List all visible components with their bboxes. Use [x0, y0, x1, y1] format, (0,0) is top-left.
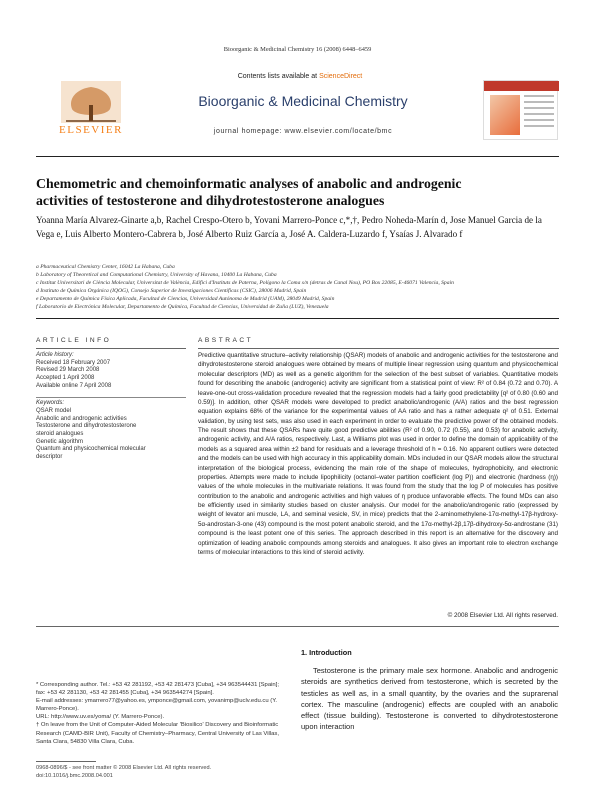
keyword: Quantum and physicochemical molecular — [36, 446, 146, 453]
affiliation: a Pharmaceutical Chemistry Center, 16042 La Habana, Cuba — [36, 264, 175, 270]
abstract-end-rule — [36, 626, 559, 627]
article-title: Chemometric and chemoinformatic analyses of anabolic and androgenic activities of testosterone and dihydrotestosterone analogues — [36, 176, 462, 208]
doi-line[interactable]: doi:10.1016/j.bmc.2008.04.001 — [36, 773, 113, 779]
journal-title: Bioorganic & Medicinal Chemistry — [198, 93, 408, 109]
elsevier-tree-icon — [36, 79, 146, 125]
header-rule — [36, 318, 559, 319]
keywords-divider — [36, 397, 186, 398]
abstract-body: Predictive quantitative structure–activity relationship (QSAR) models of anabolic and androgenic activities for the testosterone and dihydrotestosterone steroid analogues were obtained by means of multiple linear regression using quantum and physicochemical molecular descriptors (MD) as well as a genetic algorithm for the selection of the best subset of variables. Quantitative models found for describing the anabolic (androgenic) activity are significant from a statistical point of view: R² of 0.84 (0.72 and 0.70). A leave-one-out cross-validation procedure revealed that the regression models had a fairly good predictability [q² of 0.80 (0.60 and 0.59)]. In addition, other QSAR models were developed to predict anabolic/androgenic (A/A) ratios and the best regression equation explains 68% of the variance for the experimental values of AA ratio and has a rather adequate q² of 0.51. External validation, by using test sets, was also used in each experiment in order to evaluate the predictive power of the obtained models. The result shows that these QSARs have quite good predictive abilities (R² of 0.90, 0.72 (0.55), and 0.53) for anabolic activity, androgenic activity, and A/A ratios, respectively. Last, a Williams plot was used in order to define the domain of applicability of the models as a squared area within ±2 band for residuals and a leverage threshold of h = 0.16. No apparent outliers were detected and the models can be used with high accuracy in this applicability domain. MDs included in our QSAR models allow the structural interpretation of the biological process, evidencing the main role of the shape of molecules, hydrophobicity, and electronic properties. Attempts were made to include lipophilicity (octanol–water partition coefficient (log P)) and electronic (hardness (η)) values of the whole molecules in the multivariate relations. It was found from the study that the log P of molecules has positive contribution to the anabolic and androgenic activities and high values of η produce unfavorable effects. The found MDs can also be efficiently used in similarity studies based on cluster analysis. Our model for the anabolic/androgenic ratio (expressed by weight of levator ani muscle, LA, and seminal vesicle, SV, in mice) predicts that the 2-aminomethylene-17α-methyl-17β-hydroxy-5α-androstan-3-one (43) compound is the most potent anabolic steroid, and the 17α-methyl-2β,17β-dihydroxy-5α-androstane (31) compound is the least potent one of this series. The approach described in this report is an alternative for the discovery and optimization of leading anabolic compounds among steroids and analogues. It also gives an important role to electron exchange terms of molecular interactions to this kind of steroid activity. — [198, 352, 558, 556]
journal-homepage[interactable]: journal homepage: www.elsevier.com/locate/bmc — [213, 128, 393, 135]
cover-banner — [484, 81, 559, 91]
cover-image — [490, 95, 520, 135]
masthead-rule — [36, 156, 559, 157]
keyword: Testosterone and dihydrotestosterone — [36, 423, 137, 430]
affiliation: b Laboratory of Theoretical and Computational Chemistry, University of Havana, 10400 La Habana, Cuba — [36, 272, 277, 279]
footnotes — [36, 681, 281, 746]
sciencedirect-link[interactable]: ScienceDirect — [319, 73, 363, 80]
footnote-leave: † On leave from the Unit of Computer-Aided Molecular 'Biosilico' Discovery and Bioinformatic Research (CAMD-BIR Unit), Faculty of Chemistry–Pharmacy, Central University of Las Villas, Santa Clara, 54830 Villa Clara, Cuba. — [36, 722, 280, 745]
history-item: Received 18 February 2007 — [36, 359, 111, 366]
introduction-heading: 1. Introduction — [301, 648, 352, 657]
keyword: Genetic algorithm — [36, 438, 84, 445]
abstract-rule — [198, 348, 559, 349]
introduction-body: Testosterone is the primary male sex hormone. Anabolic and androgenic steroids are synthetics derived from testosterone, which is secreted by the testicles as well as, in a small quantity, by the ovaries and the suprarenal cortex. The masculine (androgenic) effects are coupled with an anabolic effect (tissue building). Testosterone is converted to dihydrotestosterone upon interaction — [301, 666, 558, 732]
history-item: Accepted 1 April 2008 — [36, 375, 95, 382]
contents-prefix: Contents lists available at — [237, 73, 320, 80]
article-info-heading: ARTICLE INFO — [36, 337, 112, 344]
affiliation: f Laboratorio de Electrónica Molecular, Departamento de Química, Facultad de Ciencias, Universidad de Zulia (LUZ), Venezuela — [36, 304, 329, 311]
keywords-label: Keywords: — [36, 400, 65, 407]
copyright-notice: © 2008 Elsevier Ltd. All rights reserved. — [447, 612, 558, 619]
affiliation: c Institut Universitari de Ciència Molecular, Universitat de València, Edifici d'Instituts de Paterna, Polígono la Coma s/n (detras de Canal Nou), PO Box 22085, E-46071 Valencia, Spain — [36, 280, 454, 287]
keyword: Anabolic and androgenic activities — [36, 415, 127, 422]
running-head: Bioorganic & Medicinal Chemistry 16 (2008) 6448–6459 — [223, 46, 372, 53]
keyword: QSAR model — [36, 407, 72, 414]
article-info — [36, 352, 186, 462]
issn-line: 0968-0896/$ - see front matter © 2008 Elsevier Ltd. All rights reserved. — [36, 765, 212, 771]
issn-rule — [36, 761, 96, 762]
journal-cover-thumbnail — [483, 80, 558, 140]
issn-doi — [36, 764, 281, 780]
keyword: steroid analogues — [36, 430, 84, 437]
keyword: descriptor — [36, 454, 63, 461]
footnote-url[interactable]: URL: http://www.uv.es/yoma/ (Y. Marrero-Ponce). — [36, 714, 165, 721]
history-item: Revised 29 March 2008 — [36, 367, 100, 374]
history-label: Article history: — [36, 352, 74, 358]
footnote-email[interactable]: E-mail addresses: ymarrero77@yahoo.es, ymponce@gmail.com, yovanimp@uclv.edu.cu (Y. Marrero-Ponce). — [36, 698, 278, 713]
article-info-rule — [36, 348, 186, 349]
affiliation: e Departamento de Química Física Aplicada, Facultad de Ciencias, Universidad Autónoma de Madrid (UAM), 28049 Madrid, Spain — [36, 296, 335, 303]
footnote-corresponding-author: * Corresponding author. Tel.: +53 42 281192, +53 42 281473 [Cuba], +34 963544431 [Spain]; fax: +53 42 281130, +53 42 281455 [Cuba], +34 963544274 [Spain]. — [36, 682, 279, 697]
contents-line — [180, 73, 420, 80]
history-item: Available online 7 April 2008 — [36, 382, 112, 389]
abstract-heading: ABSTRACT — [198, 337, 254, 344]
affiliation: d Instituto de Química Orgánica (IQOG), Consejo Superior de Investigaciones Científicas (CSIC), 28006 Madrid, Spain — [36, 288, 307, 295]
author-list: Yoanna María Alvarez-Ginarte a,b, Rachel Crespo-Otero b, Yovani Marrero-Ponce c,*,†, Pedro Noheda-Marín d, Jose Manuel Garcia de la Vega e, Luis Alberto Montero-Cabrera b, José Alberto Ruiz García a, José A. Caldera-Luzardo f, Ysaías J. Alvarado f — [36, 215, 542, 240]
affiliations — [36, 263, 559, 312]
publisher-name: ELSEVIER — [59, 124, 123, 136]
cover-text-lines — [524, 95, 554, 131]
